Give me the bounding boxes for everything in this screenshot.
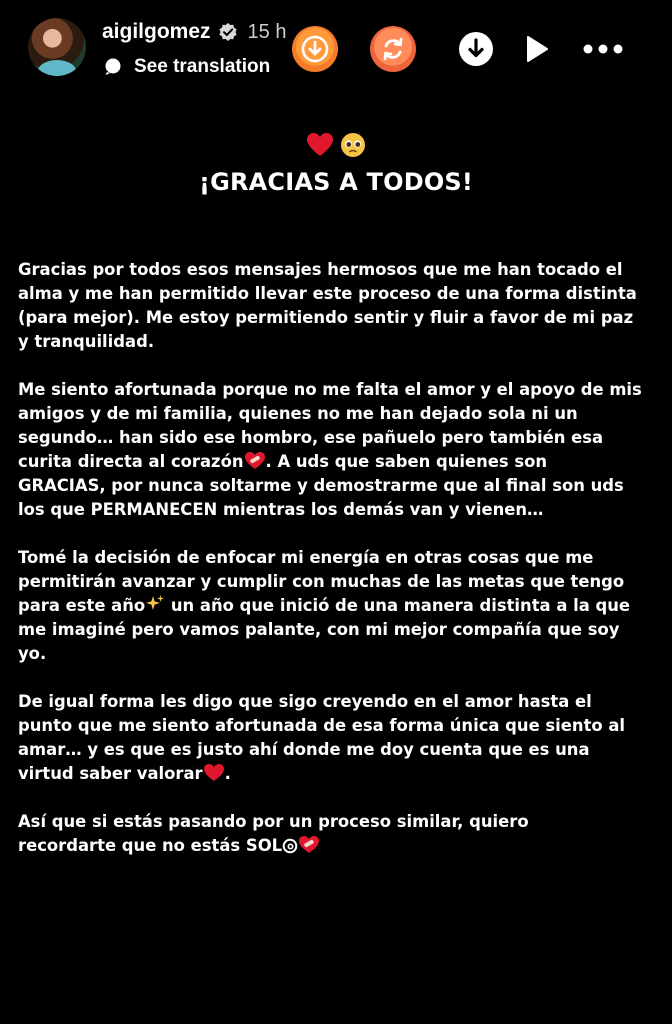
text-line: Me siento afortunada porque no me falta el amor y el apoyo de mis xyxy=(18,380,642,399)
text-segment: recordarte que no estás SOL xyxy=(18,836,283,855)
text-segment: un año que inició de una manera distinta a la que xyxy=(165,596,630,615)
see-translation-label: See translation xyxy=(134,56,271,77)
bandaged-heart-icon xyxy=(244,451,266,470)
story-header xyxy=(0,0,672,100)
text-line-with-emoji xyxy=(18,450,658,474)
text-line: punto que me siento afortunada de esa forma única que siento al xyxy=(18,716,626,735)
text-segment: . xyxy=(224,764,231,783)
red-heart-icon xyxy=(203,763,225,782)
story-body xyxy=(18,258,658,882)
text-line: Tomé la decisión de enfocar mi energía en otras cosas que me xyxy=(18,548,594,567)
avatar[interactable] xyxy=(28,18,86,76)
text-line: permitirán avanzar y cumplir con muchas de las metas que tengo xyxy=(18,572,625,591)
username[interactable]: aigilgomez xyxy=(102,20,211,43)
text-line-with-emoji xyxy=(18,762,658,786)
text-line: De igual forma les digo que sigo creyendo en el amor hasta el xyxy=(18,692,592,711)
story-headline: ¡GRACIAS A TODOS! xyxy=(198,168,474,196)
paragraph-3 xyxy=(18,546,658,666)
play-icon xyxy=(523,34,551,64)
play-button[interactable] xyxy=(518,30,556,68)
pleading-face-icon xyxy=(340,132,366,158)
text-line: amar… y es que es justo ahí donde me doy cuenta que es una xyxy=(18,740,590,759)
verified-icon xyxy=(218,22,238,42)
emoji-row xyxy=(0,132,672,160)
text-segment: . A uds que saben quienes son xyxy=(265,452,548,471)
more-options-button[interactable] xyxy=(580,30,626,68)
orange-refresh-icon xyxy=(378,34,408,64)
text-line: yo. xyxy=(18,644,47,663)
text-line-with-emoji xyxy=(18,834,658,858)
text-line: los que PERMANECEN mientras los demás van y vienen… xyxy=(18,500,544,519)
username-row xyxy=(102,20,286,44)
paragraph-4 xyxy=(18,690,658,786)
text-segment: para este año xyxy=(18,596,146,615)
download-icon xyxy=(458,31,494,67)
text-line: segundo… han sido ese hombro, ese pañuelo pero también esa xyxy=(18,428,604,447)
orange-refresh-button[interactable] xyxy=(370,26,416,72)
more-icon xyxy=(582,43,624,55)
download-button[interactable] xyxy=(457,30,495,68)
text-line: GRACIAS, por nunca soltarme y demostrarme que al final son uds xyxy=(18,476,624,495)
orange-download-button[interactable] xyxy=(292,26,338,72)
sparkles-icon xyxy=(145,594,165,614)
see-translation-link[interactable] xyxy=(104,56,270,78)
paragraph-2 xyxy=(18,378,658,522)
post-time: 15 h xyxy=(247,20,287,43)
text-segment: curita directa al corazón xyxy=(18,452,244,471)
red-heart-icon xyxy=(306,132,334,158)
text-line: Así que si estás pasando por un proceso similar, quiero xyxy=(18,812,529,831)
text-line: me imaginé pero vamos palante, con mi mejor compañía que soy xyxy=(18,620,620,639)
text-segment: virtud saber valorar xyxy=(18,764,203,783)
text-line: y tranquilidad. xyxy=(18,332,155,351)
text-line: (para mejor). Me estoy permitiendo sentir y fluir a favor de mi paz xyxy=(18,308,634,327)
text-line: alma y me han permitido llevar este proceso de una forma distinta xyxy=(18,284,637,303)
paragraph-5 xyxy=(18,810,658,858)
bandaged-heart-icon xyxy=(298,835,320,854)
paragraph-1 xyxy=(18,258,658,354)
orange-download-icon xyxy=(300,34,330,64)
translate-icon xyxy=(104,58,122,76)
text-line-with-emoji xyxy=(18,594,658,618)
text-line: Gracias por todos esos mensajes hermosos que me han tocado el xyxy=(18,260,623,279)
text-line: amigos y de mi familia, quienes no me han dejado sola ni un xyxy=(18,404,578,423)
threads-icon xyxy=(282,838,298,854)
